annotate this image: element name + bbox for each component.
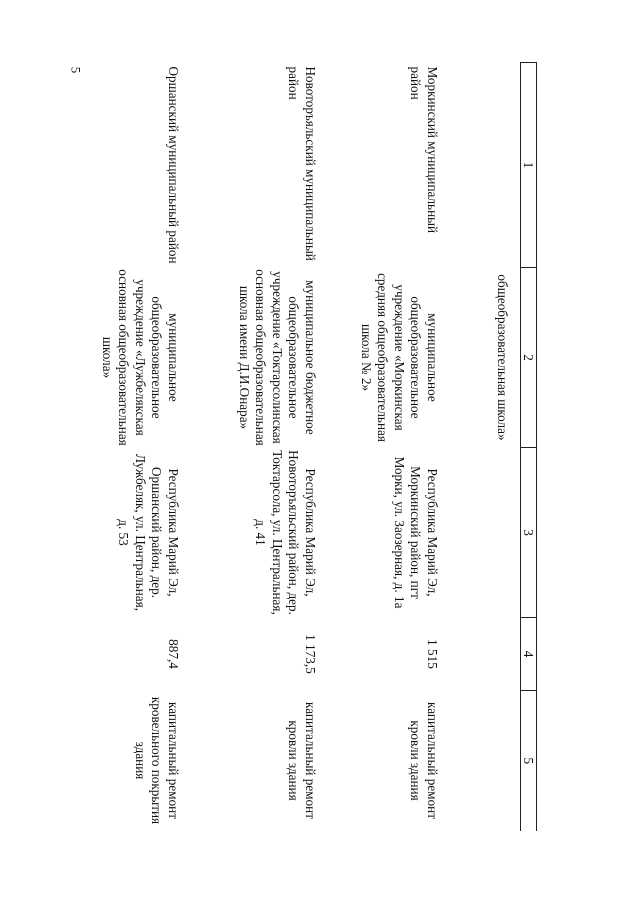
table-cell: [452, 618, 521, 691]
table-header-row: [521, 63, 537, 831]
column-header: 3: [521, 448, 537, 618]
table-cell-work: капитальный ремонт кровли здания: [408, 702, 440, 819]
table-cell-area: 887,4: [166, 639, 181, 669]
table-cell-address: Республика Марий Эл, Оршанский район, дер. Лужбеляк, ул. Центральная, д. 53: [116, 454, 181, 611]
data-table: [71, 62, 537, 831]
table-cell: [452, 448, 521, 618]
table-cell-work: капитальный ремонт кровельного покрытия здания: [132, 696, 181, 825]
table-cell-area: 1 173,5: [303, 634, 318, 674]
table-row: [71, 63, 193, 831]
table-cell-institution: общеобразовательная школа»: [495, 274, 510, 441]
table-row-continuation: [452, 63, 521, 831]
table-cell-address: Республика Марий Эл, Новоторъяльский район, дер. Токтарсола, ул. Центральная, д. 41: [253, 450, 318, 615]
table-cell: [452, 63, 521, 268]
table-cell-district: Моркинский муниципальный район: [408, 66, 440, 234]
table-cell-district: Оршанский муниципальный район: [166, 66, 181, 264]
column-header: 4: [521, 618, 537, 691]
table-row: [193, 63, 330, 831]
table-cell-institution: муниципальное общеобразовательное учреждение «Лужбелякская основная общеобразовательная школа»: [99, 269, 181, 446]
column-header: 2: [521, 268, 537, 448]
table-row: [330, 63, 452, 831]
table-cell-institution: муниципальное общеобразовательное учреждение «Моркинская средняя общеобразовательная школа № 2»: [358, 273, 440, 442]
table-cell-work: капитальный ремонт кровли здания: [286, 702, 318, 819]
column-header: 5: [521, 691, 537, 831]
table-cell: [452, 691, 521, 831]
column-header: 1: [521, 63, 537, 268]
table-cell-institution: муниципальное бюджетное общеобразовательное учреждение «Токтарсолинская основная общеобразовательная школа имени Д.И.Онара»: [236, 269, 318, 446]
data-table-rotated: [99, 62, 537, 830]
page-number: 5: [68, 66, 84, 74]
table-cell-area: 1 515: [425, 639, 440, 669]
table-cell-address: Республика Марий Эл, Моркинский район, пгт Морки, ул. Заозерная, д. 1а: [391, 456, 440, 609]
table-cell-district: Новоторъяльский муниципальный район: [286, 66, 318, 261]
